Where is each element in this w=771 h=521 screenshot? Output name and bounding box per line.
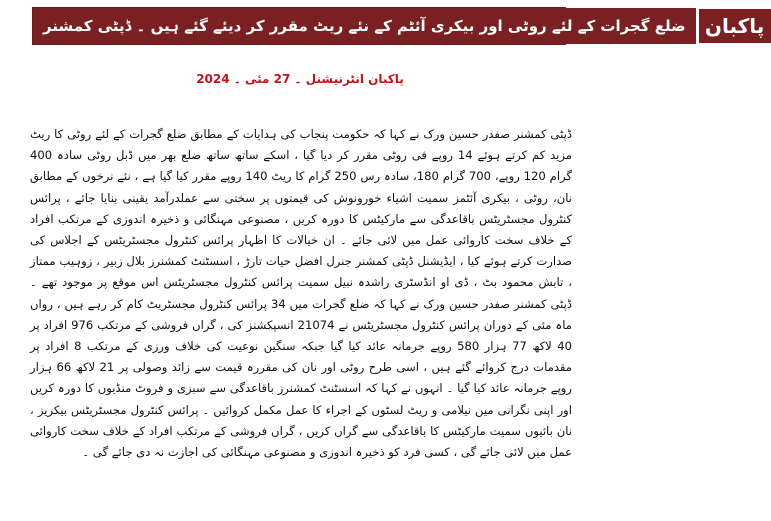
article-body: [30, 124, 572, 463]
article-paragraph: ڈپٹی کمشنر صفدر حسین ورک نے کہا کہ حکومت پنجاب کی ہدایات کے مطابق ضلع گجرات کے لئے روٹی کا ریٹ مزید کم کرتے ہوئے 14 روپے فی روٹی مقرر کر دیا گیا ، اسکے ساتھ ساتھ ضلع بھر میں ڈبل روٹی سادہ 400 گرام 120 روپے، 700 گرام 180، سادہ رس 250 گرام کا ریٹ 140 روپے مقرر کیا گیا ہے ، نئے نرخوں کے مطابق نان، روٹی ، بیکری آئٹمز سمیت اشیاء خورونوش کی قیمتوں پر سختی سے عملدرآمد یقینی بنایا جائے ، پرائس کنٹرول مجسٹریٹس باقاعدگی سے مارکیٹس کا دورہ کریں ، مصنوعی مہنگائی و ذخیرہ اندوزی کے مرتکب افراد کے خلاف سخت کاروائی عمل میں لائی جائے ۔ ان خیالات کا اظہار پرائس کنٹرول مجسٹریٹس کے اجلاس کی صدارت کرتے ہوئے کیا ، ایڈیشنل ڈپٹی کمشنر جنرل افضل حیات تارڑ ، اسسٹنٹ کمشنرز بلال زبیر ، زوہیب ممتاز ، تابش محمود بٹ ، ڈی او انڈسٹری راشدہ نبیل سمیت پرائس کنٹرول مجسٹریٹس اس موقع پر موجود تھے ۔ ڈپٹی کمشنر صفدر حسین ورک نے کہا کہ ضلع گجرات میں 34 پرائس کنٹرول مجسٹریٹ کام کر رہے ہیں ، رواں ماہ مئی کے دوران پرائس کنٹرول مجسٹریٹس نے 21074 انسپکشنز کی ، گراں فروشی کے مرتکب 976 افراد پر 40 لاکھ 77 ہزار 580 روپے جرمانہ عائد کیا گیا جبکہ سنگین نوعیت کی خلاف ورزی کے مرتکب 8 افراد پر مقدمات درج کروائے گئے ہیں ، اسی طرح روٹی اور نان کی مقررہ قیمت سے زائد وصولی پر 21 لاکھ 66 ہزار روپے جرمانہ عائد کیا گیا ۔ انہوں نے کہا کہ اسسٹنٹ کمشنرز باقاعدگی سے سبزی و فروٹ منڈیوں کا دورہ کریں اور اپنی نگرانی میں نیلامی و ریٹ لسٹوں کے اجراء کا عمل مکمل کروائیں ۔ پرائس کنٹرول مجسٹریٹس بیکریز ، نان بائیوں سمیت مارکیٹس کا باقاعدگی سے گراں کریں ، گراں فروشی کے مرتکب افراد کے خلاف سخت کاروائی عمل میں لائی جائے گی ، کسی فرد کو ذخیرہ اندوزی و مصنوعی مہنگائی کی اجازت نہ دی جائے گی ۔: [30, 127, 573, 460]
headline-bar: [32, 7, 765, 45]
dateline: پاکبان انٹرنیشنل ۔ 27 مئی ۔ 2024: [196, 72, 404, 86]
brand-logo-text: پاکبان: [699, 9, 771, 43]
brand-badge: [696, 8, 771, 44]
headline: ضلع گجرات کے لئے روٹی اور بیکری آئٹم کے نئے ریٹ مقرر کر دیئے گئے ہیں ۔ ڈپٹی کمشنر: [33, 8, 696, 44]
